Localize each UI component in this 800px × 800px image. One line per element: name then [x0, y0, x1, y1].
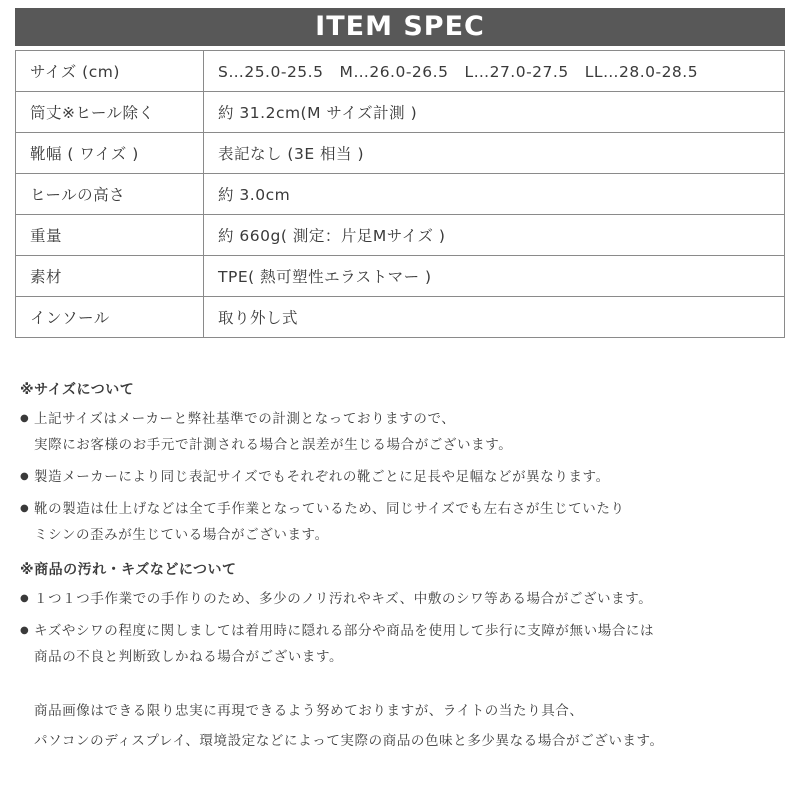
spec-label: 素材	[16, 256, 204, 297]
note-line: １つ１つ手作業での手作りのため、多少のノリ汚れやキズ、中敷のシワ等ある場合がございます。	[34, 591, 653, 607]
damage-notes-heading: ※商品の汚れ・キズなどについて	[20, 562, 237, 578]
spec-value: 約 660g( 測定：片足Mサイズ )	[204, 215, 785, 256]
spec-label: 筒丈※ヒール除く	[16, 92, 204, 133]
bullet-dot-icon: ●	[20, 413, 30, 424]
spec-row	[16, 92, 785, 133]
note-line: 商品の不良と判断致しかねる場合がございます。	[34, 649, 344, 665]
spec-value: S…25.0-25.5 M…26.0-26.5 L…27.0-27.5 LL…28.0-28.5	[204, 51, 785, 92]
spec-label: サイズ (cm)	[16, 51, 204, 92]
note-line: 靴の製造は仕上げなどは全て手作業となっているため、同じサイズでも左右さが生じていたり	[34, 501, 625, 517]
spec-label: ヒールの高さ	[16, 174, 204, 215]
note-line: 製造メーカーにより同じ表記サイズでもそれぞれの靴ごとに足長や足幅などが異なります。	[34, 469, 610, 485]
closing-line: 商品画像はできる限り忠実に再現できるよう努めておりますが、ライトの当たり具合、	[34, 703, 584, 719]
spec-row	[16, 297, 785, 338]
spec-value: 取り外し式	[204, 297, 785, 338]
note-bullet-item	[20, 618, 790, 670]
note-bullet-item	[20, 586, 790, 612]
spec-row	[16, 256, 785, 297]
note-bullet-item	[20, 496, 790, 548]
size-notes-heading: ※サイズについて	[20, 382, 135, 398]
spec-value: 表記なし (3E 相当 )	[204, 133, 785, 174]
spec-label: インソール	[16, 297, 204, 338]
note-line: キズやシワの程度に関しましては着用時に隠れる部分や商品を使用して歩行に支障が無い場合には	[34, 623, 655, 639]
bullet-dot-icon: ●	[20, 593, 30, 604]
spec-value: TPE( 熱可塑性エラストマー )	[204, 256, 785, 297]
damage-notes-list	[20, 586, 790, 670]
spec-label: 靴幅 ( ワイズ )	[16, 133, 204, 174]
spec-row	[16, 51, 785, 92]
bullet-dot-icon: ●	[20, 471, 30, 482]
note-line: 上記サイズはメーカーと弊社基準での計測となっておりますので、	[34, 411, 456, 427]
spec-value: 約 3.0cm	[204, 174, 785, 215]
note-line: ミシンの歪みが生じている場合がございます。	[34, 527, 329, 543]
bullet-dot-icon: ●	[20, 503, 30, 514]
spec-row	[16, 133, 785, 174]
size-notes-list	[20, 406, 790, 548]
item-spec-banner: ITEM SPEC	[15, 8, 785, 46]
spec-table	[15, 50, 785, 338]
closing-line: パソコンのディスプレイ、環境設定などによって実際の商品の色味と多少異なる場合がございます。	[34, 733, 664, 749]
notes-section	[20, 378, 790, 756]
spec-row	[16, 215, 785, 256]
closing-note	[20, 696, 790, 756]
spec-value: 約 31.2cm(M サイズ計測 )	[204, 92, 785, 133]
spec-row	[16, 174, 785, 215]
note-line: 実際にお客様のお手元で計測される場合と誤差が生じる場合がございます。	[34, 437, 513, 453]
note-bullet-item	[20, 406, 790, 458]
note-bullet-item	[20, 464, 790, 490]
bullet-dot-icon: ●	[20, 625, 30, 636]
spec-label: 重量	[16, 215, 204, 256]
